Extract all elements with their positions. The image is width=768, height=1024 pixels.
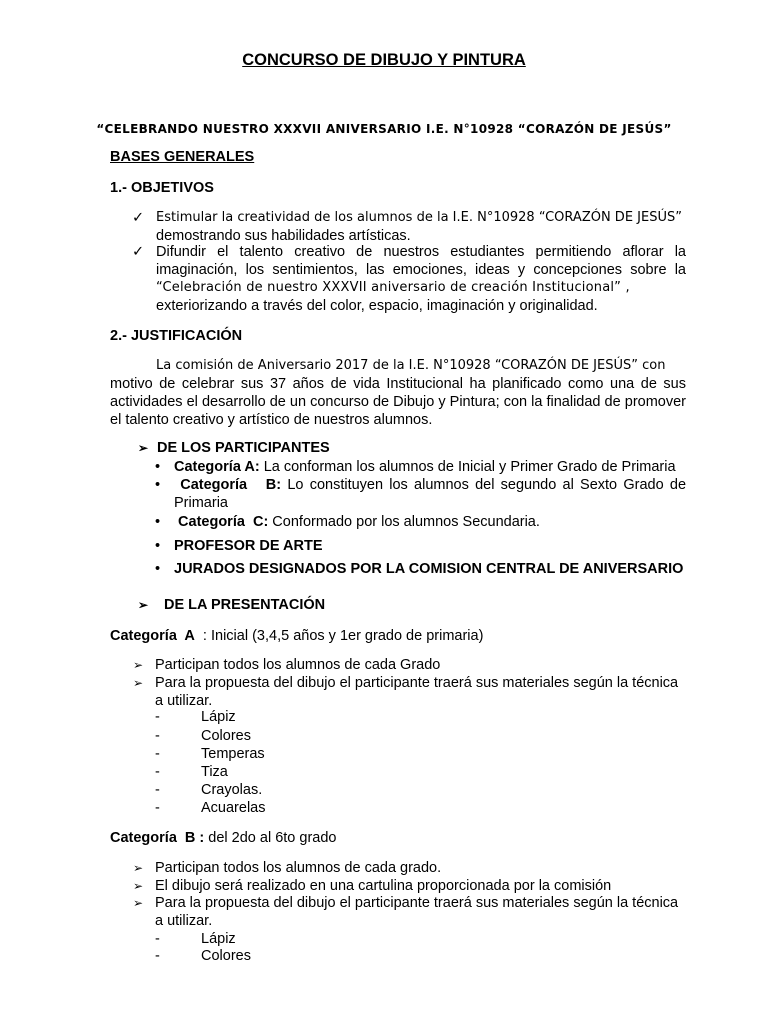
justificacion-heading: 2.- JUSTIFICACIÓN [110, 328, 243, 344]
categoria-text: La conforman los alumnos de Inicial y Primer Grado de Primaria [259, 459, 676, 475]
objetivo-item [132, 209, 686, 245]
list-item [133, 859, 686, 877]
list-item-text: Participan todos los alumnos de cada grado. [155, 860, 442, 876]
participante-item [155, 476, 691, 512]
check-icon: ✓ [132, 210, 145, 226]
arrow-icon: ➢ [133, 658, 144, 672]
categoria-text: Conformado por los alumnos Secundaria. [268, 514, 540, 530]
arrow-icon: ➢ [133, 896, 144, 910]
page-title: CONCURSO DE DIBUJO Y PINTURA [242, 51, 526, 69]
bullet-icon: • [155, 538, 161, 554]
material-text: Lápiz [201, 931, 236, 947]
dash-mark: - [155, 800, 160, 816]
categoria-b-line [110, 829, 336, 847]
objetivo-item [132, 243, 686, 315]
material-text: Temperas [201, 746, 265, 762]
arrow-icon: ➢ [133, 676, 144, 690]
arrow-icon: ➢ [138, 441, 149, 455]
check-icon: ✓ [132, 244, 145, 260]
bullet-icon: • [155, 477, 161, 493]
categoria-b-label: Categoría B : [110, 830, 205, 846]
presentacion-heading-row [138, 596, 325, 614]
participante-item [155, 560, 686, 578]
list-item-text: Para la propuesta del dibujo el participante traerá sus materiales según la técnica a utilizar. [155, 675, 679, 709]
arrow-icon: ➢ [133, 861, 144, 875]
objetivo-text: Difundir el talento creativo de nuestros estudiantes permitiendo aflorar la imaginación, los sentimientos, las emociones, ideas y concepciones sobre la [156, 244, 686, 278]
categoria-a-text: : Inicial (3,4,5 años y 1er grado de primaria) [194, 628, 484, 644]
justificacion-paragraph [110, 357, 686, 429]
justificacion-body: motivo de celebrar sus 37 años de vida Institucional ha planificado como una de sus actividades el desarrollo de un concurso de Dibujo y Pintura; con la finalidad de promover el talento creativo y artístico de nuestros alumnos. [110, 376, 686, 428]
objetivo-text-line: “Celebración de nuestro XXXVII aniversario de creación Institucional” , [156, 280, 630, 295]
dash-mark: - [155, 746, 160, 762]
dash-mark: - [155, 931, 160, 947]
objetivo-text-line: Estimular la creatividad de los alumnos de la I.E. N°10928 “CORAZÓN DE JESÚS” [156, 210, 682, 225]
material-text: Acuarelas [201, 800, 266, 816]
material-text: Tiza [201, 764, 228, 780]
participantes-heading-row [138, 439, 330, 457]
list-item [133, 674, 686, 710]
participante-item [155, 513, 686, 531]
arrow-icon: ➢ [133, 879, 144, 893]
justificacion-first-line: La comisión de Aniversario 2017 de la I.E. N°10928 “CORAZÓN DE JESÚS” con [156, 358, 666, 373]
profesor-label: PROFESOR DE ARTE [174, 538, 323, 554]
bullet-icon: • [155, 561, 161, 577]
dash-mark: - [155, 764, 160, 780]
bases-generales-heading: BASES GENERALES [110, 149, 255, 165]
jurados-label: JURADOS DESIGNADOS POR LA COMISION CENTRAL DE ANIVERSARIO [174, 561, 684, 577]
page-subtitle: “CELEBRANDO NUESTRO XXXVII ANIVERSARIO I.E. N°10928 “CORAZÓN DE JESÚS” [96, 122, 672, 136]
bullet-icon: • [155, 459, 161, 475]
material-text: Crayolas. [201, 782, 263, 798]
participante-item [155, 537, 686, 555]
bullet-icon: • [155, 514, 161, 530]
objetivos-heading: 1.- OBJETIVOS [110, 180, 214, 196]
list-item-text: Participan todos los alumnos de cada Grado [155, 657, 441, 673]
categoria-label: Categoría A: [174, 459, 260, 475]
presentacion-heading: DE LA PRESENTACIÓN [164, 597, 326, 613]
objetivo-text-line: exteriorizando a través del color, espacio, imaginación y originalidad. [156, 298, 598, 314]
participante-item [155, 458, 686, 476]
participantes-heading: DE LOS PARTICIPANTES [157, 440, 330, 456]
dash-mark: - [155, 709, 160, 725]
dash-mark: - [155, 728, 160, 744]
categoria-label: Categoría C: [174, 514, 269, 530]
list-item [133, 656, 686, 674]
list-item-text: El dibujo será realizado en una cartulina proporcionada por la comisión [155, 878, 612, 894]
categoria-label: Categoría B: [174, 477, 282, 493]
categoria-a-line [110, 627, 483, 645]
objetivo-text-line: demostrando sus habilidades artísticas. [156, 228, 411, 244]
list-item [133, 894, 686, 930]
categoria-text: Lo constituyen los alumnos del segundo al Sexto Grado de Primaria [174, 477, 691, 511]
categoria-b-text: del 2do al 6to grado [204, 830, 337, 846]
material-text: Lápiz [201, 709, 236, 725]
material-text: Colores [201, 728, 251, 744]
list-item [133, 877, 686, 895]
list-item-text: Para la propuesta del dibujo el participante traerá sus materiales según la técnica a utilizar. [155, 895, 679, 929]
dash-mark: - [155, 948, 160, 964]
material-text: Colores [201, 948, 251, 964]
categoria-a-label: Categoría A [110, 628, 195, 644]
dash-mark: - [155, 782, 160, 798]
arrow-icon: ➢ [138, 598, 149, 612]
